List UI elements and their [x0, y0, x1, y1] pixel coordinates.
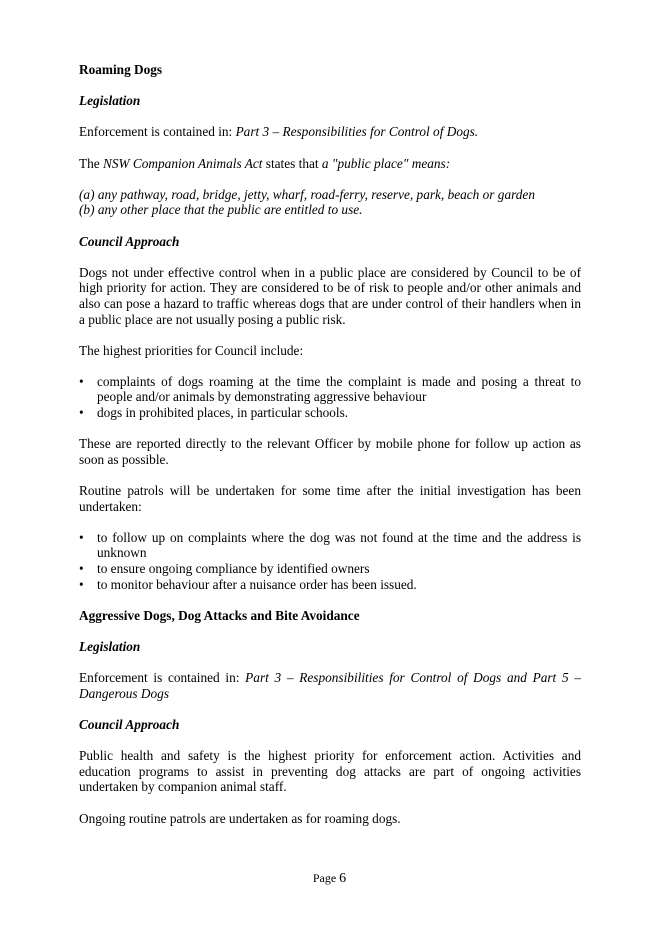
- section-heading-aggressive-dogs: Aggressive Dogs, Dog Attacks and Bite Avoidance: [79, 607, 360, 623]
- aggressive-approach-paragraph: Public health and safety is the highest priority for enforcement action. Activities and education programs to assist in preventing dog attacks are part of ongoing activities undertaken by companion animal staff.: [79, 748, 581, 795]
- priorities-intro: The highest priorities for Council include:: [79, 342, 304, 358]
- bullet-icon: •: [79, 561, 84, 576]
- aggressive-enforcement-part: Part 3 – Responsibilities for Control of Dogs and Part 5 – Dangerous Dogs: [79, 670, 581, 701]
- page-number: [0, 871, 659, 887]
- list-item: • to monitor behaviour after a nuisance order has been issued.: [79, 576, 417, 592]
- subheading-legislation-aggressive: Legislation: [79, 638, 141, 654]
- page-number-value: 6: [339, 871, 347, 886]
- list-item: • to ensure ongoing compliance by identified owners: [79, 561, 370, 576]
- approach-paragraph: Dogs not under effective control when in a public place are considered by Council to be of high priority for action. They are considered to be of risk to people and/or other animals and also can pose a hazard to traffic whereas dogs that are under control of their handlers when in a public place are not usually posing a public risk.: [79, 264, 581, 327]
- bullet-icon: •: [79, 373, 84, 389]
- act-paragraph: [79, 156, 581, 172]
- bullet-icon: •: [79, 405, 84, 421]
- public-place-a: (a) any pathway, road, bridge, jetty, wharf, road-ferry, reserve, park, beach or garden: [79, 186, 535, 202]
- act-prefix: The: [79, 155, 103, 171]
- list-item: • complaints of dogs roaming at the time the complaint is made and posing a threat to people and/or animals by demonstrating aggressive behaviour: [79, 373, 581, 405]
- subheading-legislation: Legislation: [79, 93, 141, 109]
- bullet-icon: •: [79, 576, 84, 592]
- page-label: Page: [312, 871, 340, 885]
- aggressive-enforcement-prefix: Enforcement is contained in:: [79, 670, 246, 686]
- aggressive-patrols-paragraph: Ongoing routine patrols are undertaken as for roaming dogs.: [79, 810, 401, 826]
- list-item: • dogs in prohibited places, in particular schools.: [79, 405, 349, 421]
- enforcement-paragraph: [79, 124, 581, 140]
- enforcement-part: Part 3 – Responsibilities for Control of Dogs.: [235, 124, 479, 140]
- list-item: • to follow up on complaints where the dog was not found at the time and the address is unknown: [79, 529, 581, 561]
- section-heading-roaming-dogs: Roaming Dogs: [79, 62, 163, 77]
- subheading-council-approach-aggressive: Council Approach: [79, 716, 180, 732]
- enforcement-prefix: Enforcement is contained in:: [79, 124, 236, 140]
- document-page: [79, 62, 581, 826]
- patrols-list: [79, 530, 581, 592]
- subheading-council-approach: Council Approach: [79, 233, 180, 249]
- act-name: NSW Companion Animals Act: [103, 155, 263, 171]
- act-quote: a "public place" means:: [321, 155, 451, 171]
- public-place-b: (b) any other place that the public are entitled to use.: [79, 202, 363, 218]
- patrols-intro: Routine patrols will be undertaken for some time after the initial investigation has been undertaken:: [79, 483, 581, 514]
- bullet-icon: •: [79, 529, 84, 545]
- act-mid: states that: [262, 155, 322, 171]
- aggressive-enforcement-paragraph: [79, 670, 581, 701]
- priorities-list: [79, 374, 581, 421]
- reported-paragraph: These are reported directly to the relevant Officer by mobile phone for follow up action as soon as possible.: [79, 436, 581, 467]
